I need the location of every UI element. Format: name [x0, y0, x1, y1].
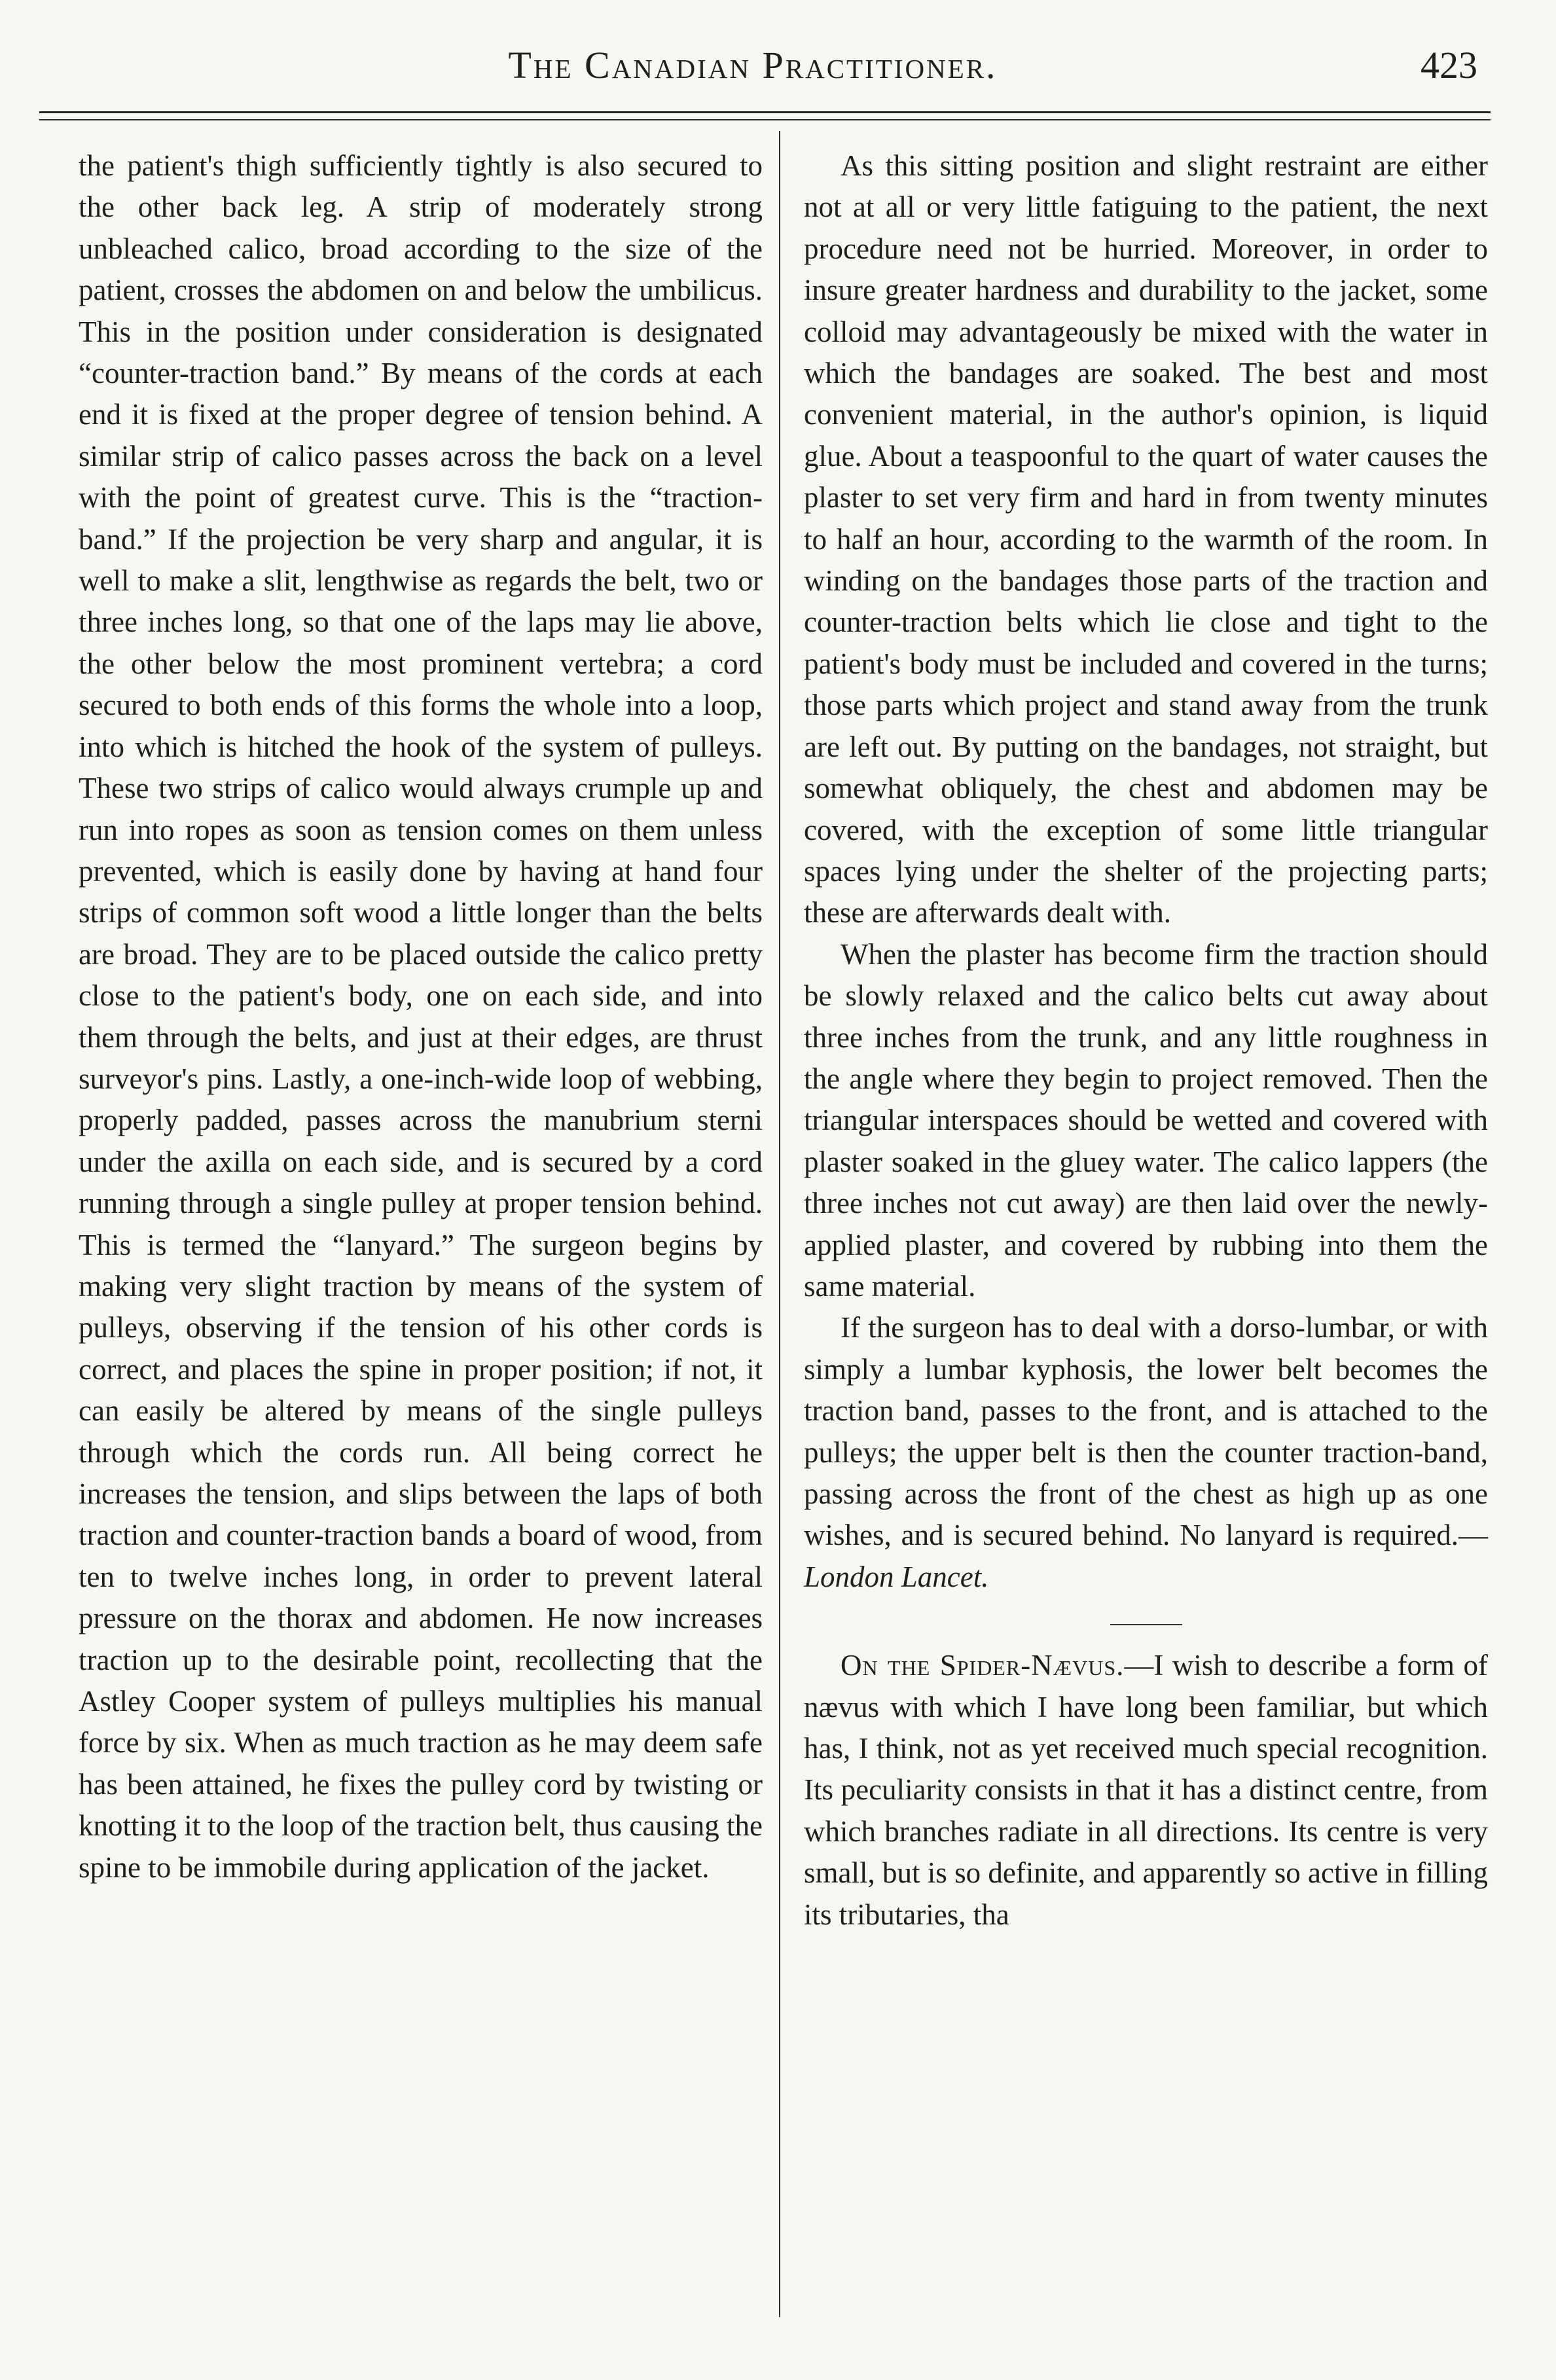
left-column	[79, 145, 763, 1888]
source-citation: London Lancet.	[804, 1560, 989, 1593]
running-title: The Canadian Practitioner.	[508, 44, 998, 86]
header-rule-thick	[39, 111, 1491, 113]
column-divider	[779, 131, 780, 2317]
right-paragraph-with-citation	[804, 1307, 1488, 1598]
section-heading: On the Spider-Nævus.	[841, 1649, 1125, 1682]
section-body: —I wish to describe a form of nævus with which I have long been familiar, but which has, I think, not as yet received much special recognition. Its peculiarity consists in that it has a distinct centre, from which branches radiate in all directions. Its centre is very small, but is so definite, and apparently so active in filling its tributaries, tha	[804, 1649, 1488, 1931]
left-paragraph: the patient's thigh sufficiently tightly is also secured to the other back leg. A strip of moderately strong unbleached calico, broad according to the size of the patient, crosses the abdomen on and below the umbilicus. This in the position under consideration is designated “counter-traction band.” By means of the cords at each end it is fixed at the proper degree of tension behind. A similar strip of calico passes across the back on a level with the point of greatest curve. This is the “traction-band.” If the projection be very sharp and angular, it is well to make a slit, lengthwise as regards the belt, two or three inches long, so that one of the laps may lie above, the other below the most prominent vertebra; a cord secured to both ends of this forms the whole into a loop, into which is hitched the hook of the system of pulleys. These two strips of calico would always crumple up and run into ropes as soon as tension comes on them unless prevented, which is easily done by having at hand four strips of common soft wood a little longer than the belts are broad. They are to be placed outside the calico pretty close to the patient's body, one on each side, and into them through the belts, and just at their edges, are thrust surveyor's pins. Lastly, a one-inch-wide loop of webbing, properly padded, passes across the manubrium sterni under the axilla on each side, and is secured by a cord running through a single pulley at proper tension behind. This is termed the “lanyard.” The surgeon begins by making very slight traction by means of the system of pulleys, observing if the tension of his other cords is correct, and places the spine in proper position; if not, it can easily be altered by means of the single pulleys through which the cords run. All being correct he increases the tension, and slips between the laps of both traction and counter-traction bands a board of wood, from ten to twelve inches long, in order to prevent lateral pressure on the thorax and abdomen. He now increases traction up to the desirable point, recollecting that the Astley Cooper system of pulleys multiplies his manual force by six. When as much traction as he may deem safe has been attained, he fixes the pulley cord by twisting or knotting it to the loop of the traction belt, thus causing the spine to be immobile during application of the jacket.	[79, 149, 763, 1884]
right-paragraph-text: If the surgeon has to deal with a dorso-lumbar, or with simply a lumbar kyphosis, the lower belt becomes the traction band, passes to the front, and is attached to the pulleys; the upper belt is then the counter traction-band, passing across the front of the chest as high up as one wishes, and is secured behind. No lanyard is required.—	[804, 1311, 1488, 1552]
section-separator-rule	[1110, 1624, 1182, 1625]
header-rule-thin	[39, 119, 1491, 120]
section-paragraph	[804, 1645, 1488, 1936]
page-number: 423	[1420, 44, 1477, 86]
right-paragraph: When the plaster has become firm the traction should be slowly relaxed and the calico belts cut away about three inches from the trunk, and any little roughness in the angle where they begin to project removed. Then the triangular interspaces should be wetted and covered with plaster soaked in the gluey water. The calico lappers (the three inches not cut away) are then laid over the newly-applied plaster, and covered by rubbing into them the same material.	[804, 937, 1488, 1303]
right-column	[804, 145, 1488, 1936]
right-paragraph: As this sitting position and slight restraint are either not at all or very little fatiguing to the patient, the next procedure need not be hurried. Moreover, in order to insure greater hardness and durability to the jacket, some colloid may advantageously be mixed with the water in which the bandages are soaked. The best and most convenient material, in the author's opinion, is liquid glue. About a teaspoonful to the quart of water causes the plaster to set very firm and hard in from twenty minutes to half an hour, according to the warmth of the room. In winding on the bandages those parts of the traction and counter-traction belts which lie close and tight to the patient's body must be included and covered in the turns; those parts which project and stand away from the trunk are left out. By putting on the bandages, not straight, but somewhat obliquely, the chest and abdomen may be covered, with the exception of some little triangular spaces lying under the shelter of the projecting parts; these are afterwards dealt with.	[804, 149, 1488, 929]
page-header	[0, 38, 1556, 103]
